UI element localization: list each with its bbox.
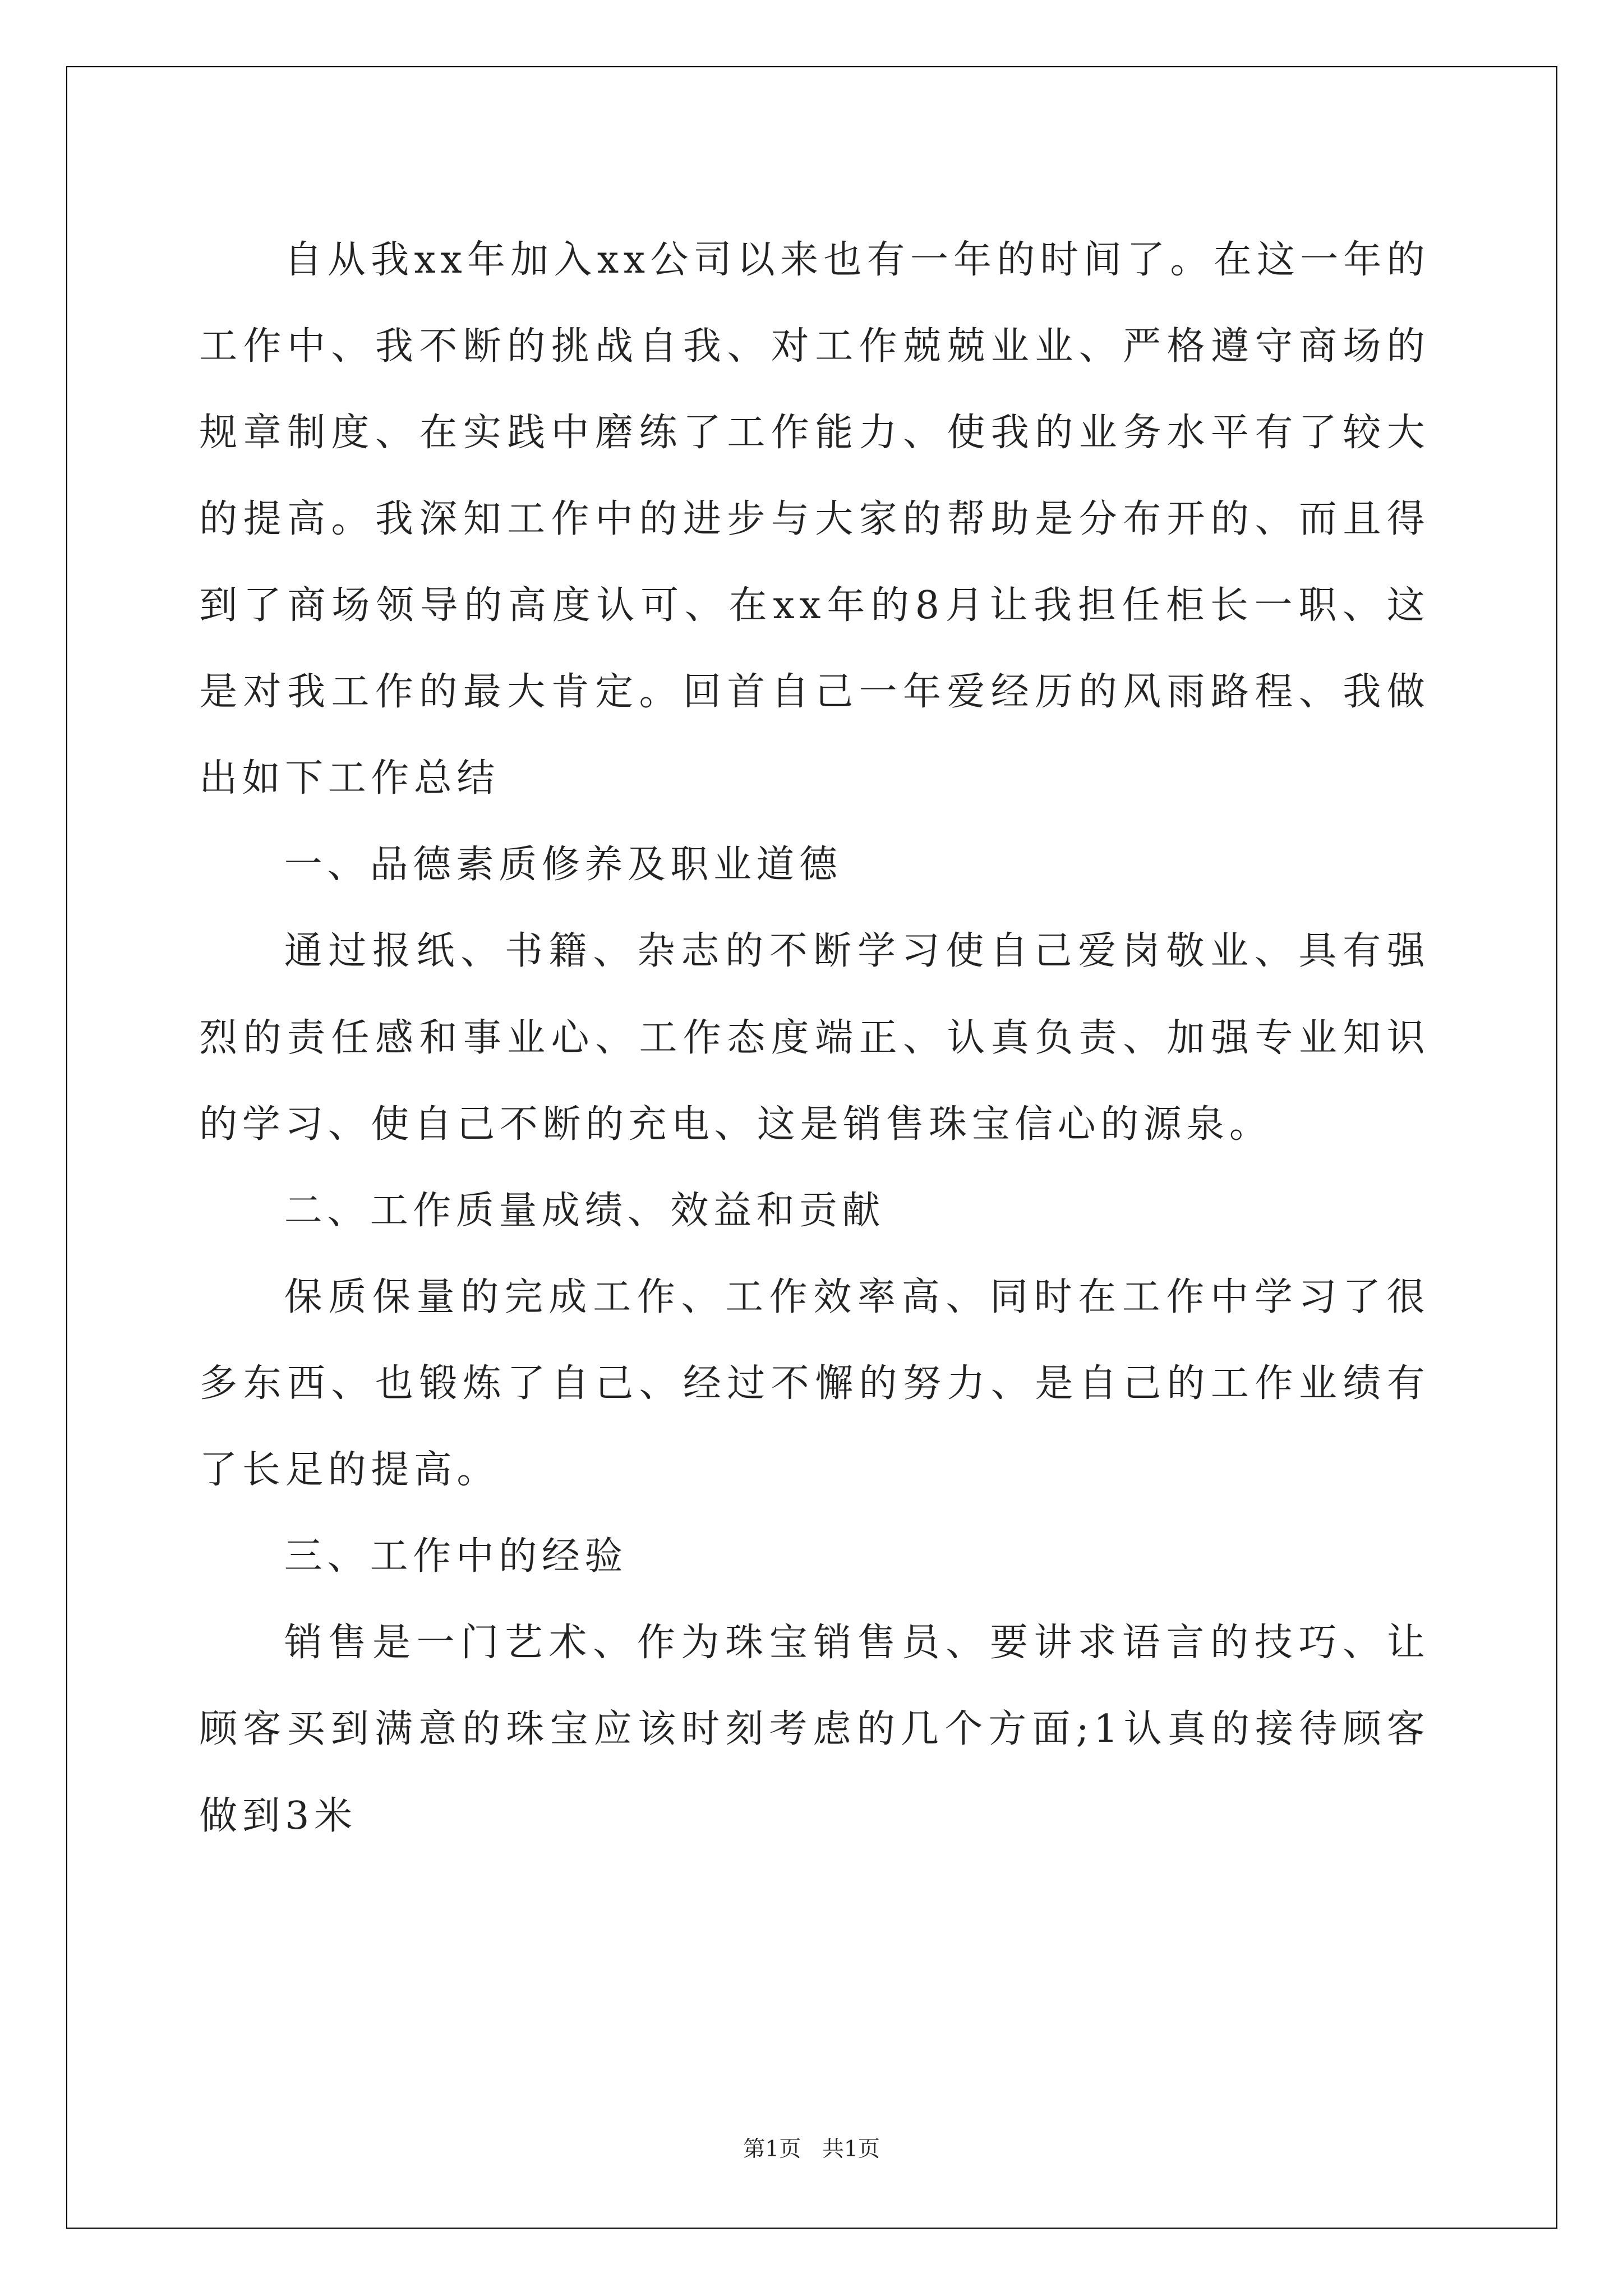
document-body (199, 217, 1430, 1860)
paragraph-intro: 自从我xx年加入xx公司以来也有一年的时间了。在这一年的工作中、我不断的挑战自我、对工作兢兢业业、严格遵守商场的规章制度、在实践中磨练了工作能力、使我的业务水平有了较大的提高。我深知工作中的进步与大家的帮助是分布开的、而且得到了商场领导的高度认可、在xx年的8月让我担任柜长一职、这是对我工作的最大肯定。回首自己一年爱经历的风雨路程、我做出如下工作总结 (199, 237, 1430, 801)
section-heading-2: 二、工作质量成绩、效益和贡献 (284, 1188, 886, 1233)
section-heading-1: 一、品德素质修养及职业道德 (284, 843, 842, 887)
section-heading-3: 三、工作中的经验 (284, 1534, 628, 1579)
paragraph-section-1: 通过报纸、书籍、杂志的不断学习使自己爱岗敬业、具有强烈的责任感和事业心、工作态度端正、认真负责、加强专业知识的学习、使自己不断的充电、这是销售珠宝信心的源泉。 (199, 929, 1430, 1147)
paragraph-section-3: 销售是一门艺术、作为珠宝销售员、要讲求语言的技巧、让顾客买到满意的珠宝应该时刻考虑的几个方面;1认真的接待顾客做到3米 (199, 1621, 1430, 1838)
paragraph-section-2: 保质保量的完成工作、工作效率高、同时在工作中学习了很多东西、也锻炼了自己、经过不懈的努力、是自己的工作业绩有了长足的提高。 (199, 1274, 1430, 1493)
page-footer: 第1页 共1页 (743, 2137, 880, 2162)
